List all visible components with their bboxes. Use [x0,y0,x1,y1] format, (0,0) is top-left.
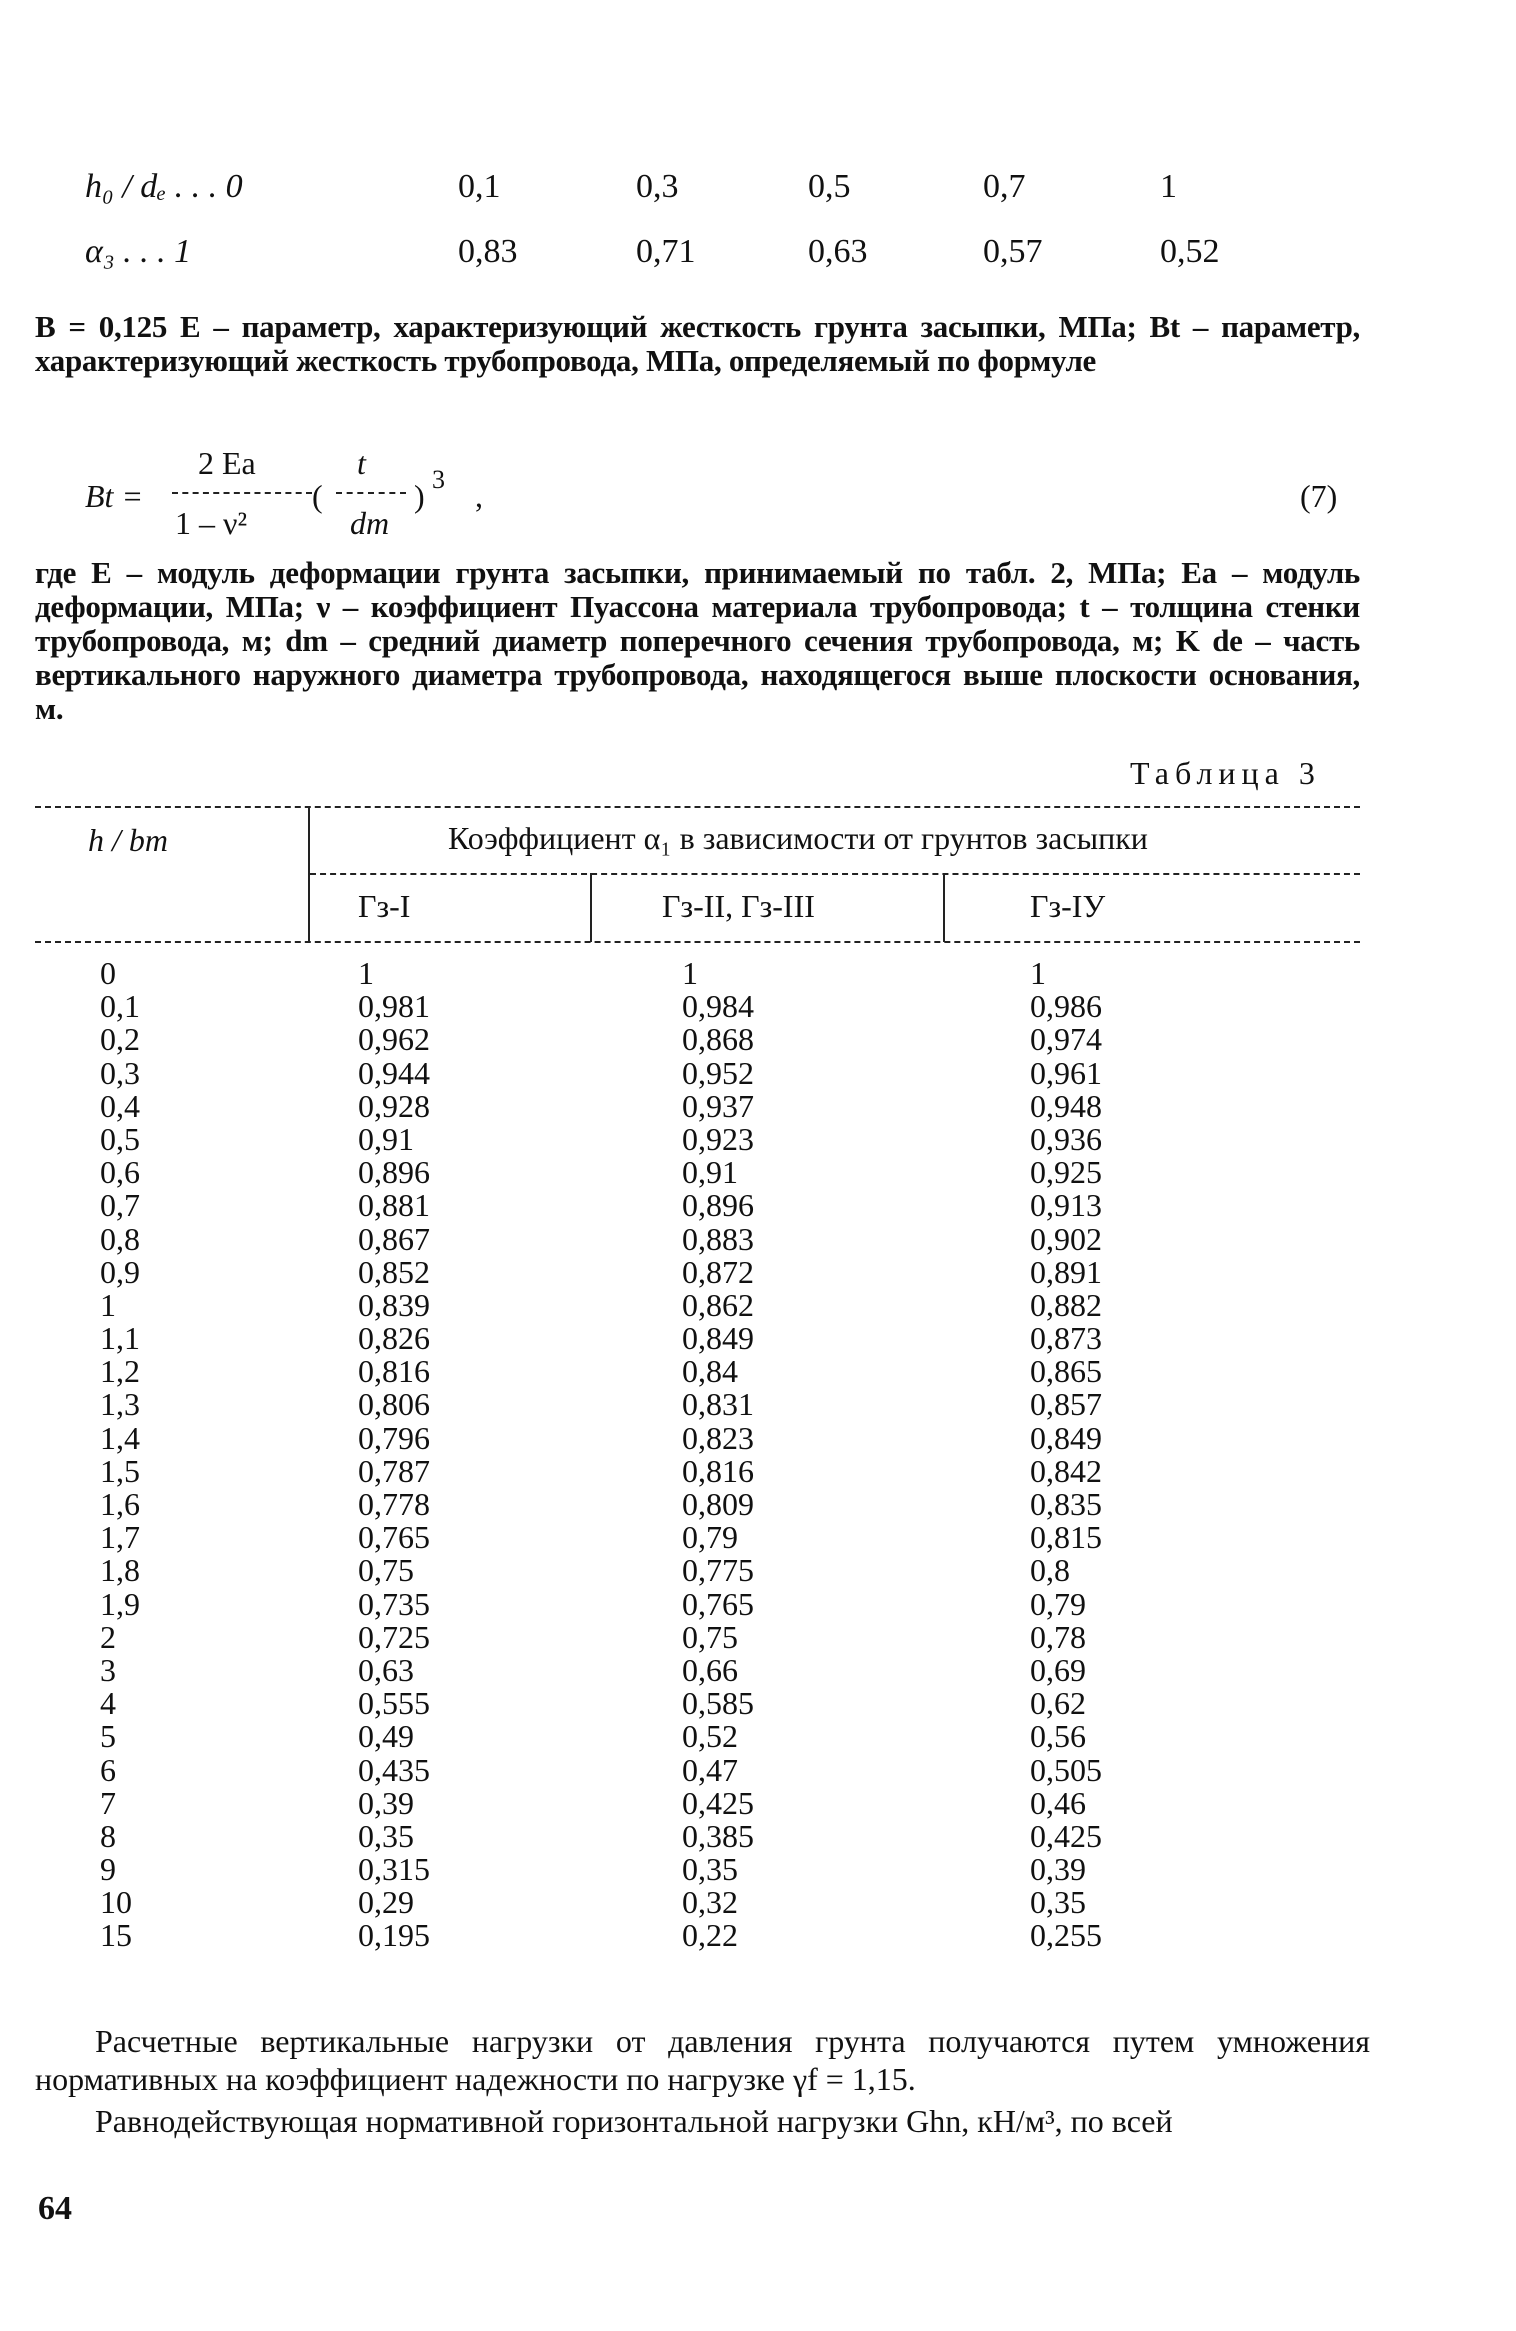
cell-value: 0,35 [358,1817,414,1854]
cell-value: 0,35 [1030,1884,1086,1921]
cell-value: 0,849 [1030,1419,1102,1456]
cell-h: 9 [100,1851,116,1888]
cell-h: 0,6 [100,1154,140,1191]
cell-value: 0,891 [1030,1253,1102,1290]
ratio-row-h0-de [0,168,1516,218]
ratio-value: 0,7 [983,168,1026,205]
cell-value: 0,936 [1030,1120,1102,1157]
cell-value: 0,809 [682,1486,754,1522]
cell-value: 0,315 [358,1851,430,1888]
cell-value: 1 [358,955,374,991]
cell-value: 0,47 [682,1751,738,1788]
table-header-vline-mid1 [590,873,592,942]
column-gz1 [358,957,430,1953]
cell-h: 0,3 [100,1054,140,1091]
cell-value: 0,555 [358,1685,430,1722]
cell-value: 0,775 [682,1552,754,1589]
cell-value: 0,984 [682,988,754,1025]
cell-value: 0,63 [358,1651,414,1688]
column-gz2-gz3 [682,957,754,1953]
cell-value: 0,765 [358,1519,430,1556]
cell-value: 0,839 [358,1286,430,1323]
cell-value: 0,849 [682,1320,754,1357]
cell-h: 4 [100,1685,116,1722]
cell-value: 0,865 [1030,1353,1102,1390]
cell-h: 8 [100,1817,116,1854]
cell-value: 0,62 [1030,1685,1086,1722]
cell-value: 0,925 [1030,1154,1102,1191]
ratio-value: 0,83 [458,233,518,270]
cell-h: 15 [100,1917,132,1954]
cell-value: 0,195 [358,1917,430,1954]
cell-value: 0,778 [358,1486,430,1522]
cell-h: 1,2 [100,1353,140,1390]
paragraph-horizontal-load: Равнодействующая нормативной горизонтальной нагрузки Ghn, кН/м³, по всей [95,2103,1173,2139]
cell-value: 0,881 [358,1187,430,1224]
cell-value: 0,765 [682,1585,754,1622]
cell-h: 3 [100,1651,116,1688]
formula-trailing-comma: , [475,478,483,514]
cell-value: 0,725 [358,1618,430,1655]
cell-value: 0,585 [682,1685,754,1722]
cell-h: 1,3 [100,1386,140,1423]
cell-value: 0,873 [1030,1320,1102,1357]
formula-close-paren: ) [414,478,425,514]
cell-value: 0,385 [682,1817,754,1854]
cell-value: 0,816 [682,1452,754,1489]
cell-value: 0,835 [1030,1486,1102,1522]
cell-value: 0,8 [1030,1552,1070,1589]
table-subheader-rule [310,873,1360,875]
cell-h: 0,8 [100,1220,140,1257]
cell-h: 0,4 [100,1087,140,1124]
cell-value: 0,867 [358,1220,430,1257]
paragraph-stiffness-definition: B = 0,125 E – параметр, характеризующий жесткость грунта засыпки, МПа; Bt – параметр, характеризующий жесткость трубопровода, МПа, определяемый по формуле [35,309,1360,378]
cell-value: 0,84 [682,1353,738,1390]
table-header-bottom-rule [35,941,1360,943]
cell-value: 0,857 [1030,1386,1102,1423]
cell-value: 0,29 [358,1884,414,1921]
table-top-rule [35,806,1360,808]
cell-value: 0,39 [358,1784,414,1821]
cell-h: 1,8 [100,1552,140,1589]
cell-value: 0,22 [682,1917,738,1954]
cell-value: 0,896 [358,1154,430,1191]
ratio-value: 0,63 [808,233,868,270]
formula-paren-denominator: dm [350,505,390,541]
formula-paren-numerator: t [357,445,366,481]
cell-h: 2 [100,1618,116,1655]
paragraph-variable-definitions: где E – модуль деформации грунта засыпки, принимаемый по табл. 2, МПа; Ea – модуль деформации, МПа; ν – коэффициент Пуассона материала трубопровода; t – толщина стенки трубопровода, м; dm – средний диаметр поперечного сечения трубопровода, м; K de – часть вертикального наружного диаметра трубопровода, находящегося выше плоскости основания, м. [35,555,1360,726]
cell-h: 1,5 [100,1452,140,1489]
table-header-vline-mid2 [943,873,945,942]
cell-value: 0,425 [682,1784,754,1821]
cell-h: 6 [100,1751,116,1788]
ratio-value: 0,5 [808,168,851,205]
cell-value: 0,831 [682,1386,754,1423]
cell-value: 0,913 [1030,1187,1102,1224]
cell-value: 0,52 [682,1718,738,1755]
cell-value: 1 [682,955,698,991]
cell-value: 0,816 [358,1353,430,1390]
cell-h: 1,4 [100,1419,140,1456]
cell-value: 0,91 [682,1154,738,1191]
ratio-row-alpha3 [0,233,1516,283]
cell-value: 0,69 [1030,1651,1086,1688]
header-col-gz2-gz3: Гз-II, Гз-III [662,888,815,924]
formula-exponent: 3 [432,465,445,494]
cell-value: 0,868 [682,1021,754,1058]
ratio-value: 0,71 [636,233,696,270]
cell-value: 0,823 [682,1419,754,1456]
header-coefficient-group: Коэффициент α₁ в зависимости от грунтов засыпки [448,820,1148,856]
cell-value: 0,75 [682,1618,738,1655]
cell-value: 0,872 [682,1253,754,1290]
cell-value: 0,79 [682,1519,738,1556]
cell-h: 5 [100,1718,116,1755]
cell-value: 0,66 [682,1651,738,1688]
cell-value: 0,75 [358,1552,414,1589]
cell-value: 0,862 [682,1286,754,1323]
cell-value: 0,937 [682,1087,754,1124]
column-h-bm [100,957,140,1953]
formula-number: (7) [1300,478,1338,514]
ratio-value: 0,1 [458,168,501,205]
cell-value: 0,806 [358,1386,430,1423]
cell-h: 0,5 [100,1120,140,1157]
cell-h: 0,9 [100,1253,140,1290]
formula-open-paren: ( [312,478,323,514]
cell-value: 0,255 [1030,1917,1102,1954]
formula-paren-fraction-line [336,492,406,494]
cell-value: 0,815 [1030,1519,1102,1556]
cell-value: 0,902 [1030,1220,1102,1257]
cell-h: 0,7 [100,1187,140,1224]
column-gz4 [1030,957,1102,1953]
cell-h: 1,1 [100,1320,140,1357]
cell-h: 1,7 [100,1519,140,1556]
cell-value: 0,981 [358,988,430,1025]
cell-value: 0,46 [1030,1784,1086,1821]
cell-h: 1 [100,1286,116,1323]
header-col-gz4: Гз-IУ [1030,888,1106,924]
cell-value: 0,56 [1030,1718,1086,1755]
cell-h: 7 [100,1784,116,1821]
ratio-label-alpha3: α₃ . . . 1 [85,233,192,270]
formula-denominator: 1 – ν² [175,505,248,541]
cell-value: 0,35 [682,1851,738,1888]
cell-value: 0,49 [358,1718,414,1755]
cell-value: 0,425 [1030,1817,1102,1854]
cell-value: 0,882 [1030,1286,1102,1323]
header-col-gz1: Гз-I [358,888,411,924]
ratio-value: 0,57 [983,233,1043,270]
cell-value: 0,735 [358,1585,430,1622]
cell-h: 10 [100,1884,132,1921]
cell-value: 0,896 [682,1187,754,1224]
cell-value: 0,944 [358,1054,430,1091]
cell-h: 0 [100,955,116,991]
cell-value: 0,78 [1030,1618,1086,1655]
cell-value: 0,923 [682,1120,754,1157]
cell-value: 0,32 [682,1884,738,1921]
cell-h: 0,2 [100,1021,140,1058]
cell-value: 0,91 [358,1120,414,1157]
cell-value: 0,852 [358,1253,430,1290]
cell-value: 0,79 [1030,1585,1086,1622]
ratio-value: 0,3 [636,168,679,205]
cell-value: 0,948 [1030,1087,1102,1124]
ratio-label-h0-de: h₀ / dₑ . . . 0 [85,168,243,205]
cell-value: 0,787 [358,1452,430,1489]
table-caption: Таблица 3 [1130,755,1321,791]
ratio-value: 1 [1160,168,1177,205]
ratio-value: 0,52 [1160,233,1220,270]
formula-numerator: 2 Ea [198,445,256,481]
cell-value: 1 [1030,955,1046,991]
cell-value: 0,842 [1030,1452,1102,1489]
cell-value: 0,435 [358,1751,430,1788]
cell-value: 0,796 [358,1419,430,1456]
header-h-bm: h / bm [88,822,168,858]
cell-value: 0,928 [358,1087,430,1124]
cell-value: 0,986 [1030,988,1102,1025]
cell-value: 0,962 [358,1021,430,1058]
paragraph-design-vertical-loads: Расчетные вертикальные нагрузки от давления грунта получаются путем умножения нормативных на коэффициент надежности по нагрузке γf = 1,15. [35,2023,1370,2097]
formula-fraction-line [172,492,312,494]
cell-value: 0,974 [1030,1021,1102,1058]
cell-h: 1,9 [100,1585,140,1622]
cell-h: 1,6 [100,1486,140,1522]
cell-value: 0,961 [1030,1054,1102,1091]
formula-lhs: Bt = [85,478,144,514]
page-number: 64 [38,2190,72,2227]
cell-value: 0,952 [682,1054,754,1091]
cell-value: 0,505 [1030,1751,1102,1788]
cell-value: 0,39 [1030,1851,1086,1888]
cell-h: 0,1 [100,988,140,1025]
cell-value: 0,826 [358,1320,430,1357]
cell-value: 0,883 [682,1220,754,1257]
